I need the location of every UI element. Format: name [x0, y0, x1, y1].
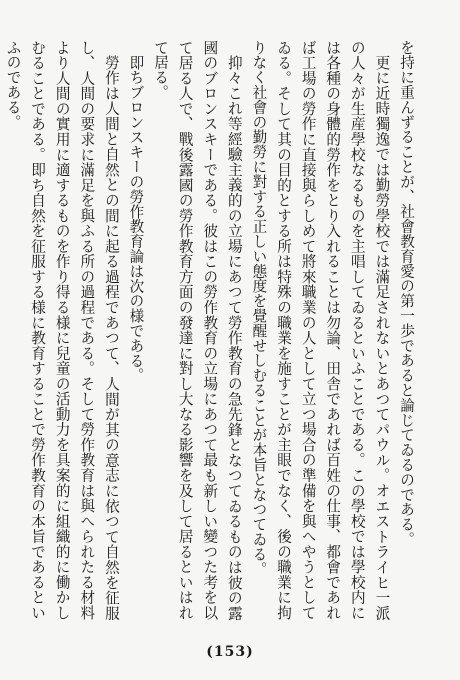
paragraph-2: 更に近時獨逸では勤勞學校では滿足されないとあつてパウル。オエストライヒ一派の人々が生産學校なるものを主唱してゐるといふことである。この學校では學校内には各種の身體的勞作をとり入れることは勿論、田舎であれば百姓の仕事、都會であれば工場の勞作に直接與らしめて將來職業の人として立つ場合の準備を與へやうとしてゐる。そして其の目的とする所は特殊の職業を施すことが主眼でなく、後の職業に拘りなく社會の勤勞に對する正しい態度を覺醒せしむることが本旨となつてゐる。 [250, 40, 391, 620]
paragraph-5: 勞作は人間と自然との間に起る過程であつて、人間が其の意志に依つて自然を征服し、人間の要求に滿足を與ふる所の過程である。そして勞作教育は與へられたる材料より人間の實用に適するものを作り得る様に兒童の活動力を具案的に組織的に働かしむることである。即ち自然を征服する様に教育することで勞作教育の本旨であるといふのである。 [4, 40, 120, 620]
paragraph-1: を持に重んずることが、社會教育愛の第一歩であると論じてゐるのである。 [398, 40, 415, 547]
paragraph-4: 即ちブロンスキーの勞作教育論は次の様である。 [127, 54, 145, 383]
page-number: (153) [206, 644, 254, 660]
paragraph-3: 抑々これ等經驗主義的の立場にあつて勞作教育の急先鋒となつてゐるものは彼の露國のブロンスキーである。彼はこの勞作教育の立場にあつて最も新しい變つた考を以て居る人で、戰後露國の勞作教育方面の發達に對し大なる影響を及して居るといはれて居る。 [152, 40, 243, 620]
body-text [4, 40, 418, 620]
